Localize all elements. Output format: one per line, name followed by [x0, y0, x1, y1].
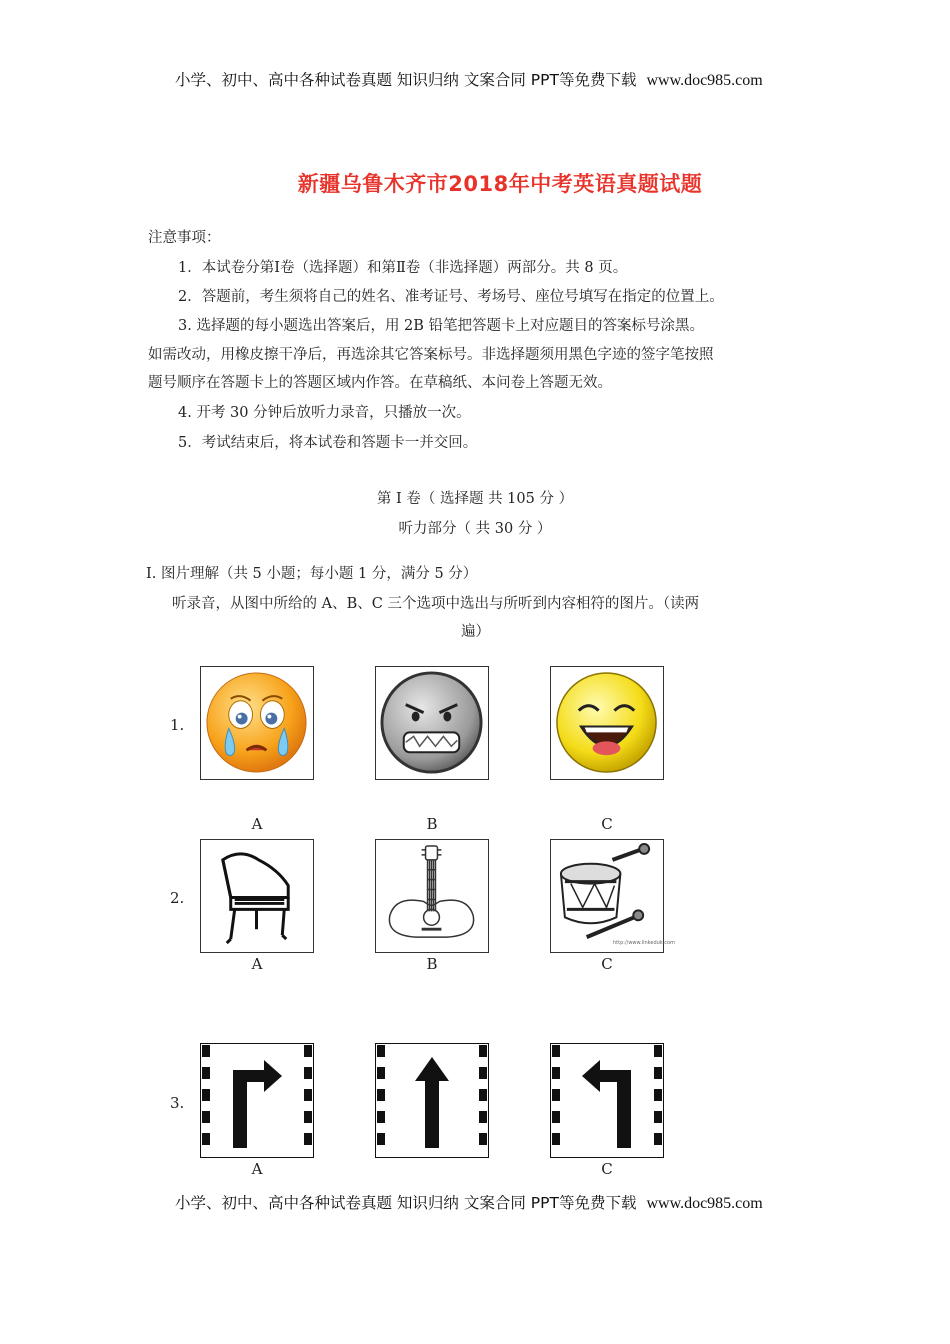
notice-item-4: 4. 开考 30 分钟后放听力录音，只播放一次。 [178, 405, 471, 421]
option-label: A [251, 1160, 263, 1178]
header-text: 小学、初中、高中各种试卷真题 知识归纳 文案合同 PPT等免费下载 [175, 71, 637, 89]
option-label: B [426, 815, 438, 833]
section-title: 第 Ⅰ 卷（ 选择题 共 105 分 ） [376, 491, 574, 507]
notice-item-3-cont-1: 如需改动，用橡皮擦干净后，再选涂其它答案标号。非选择题须用黑色字迹的签字笔按照 [148, 347, 714, 363]
option-label: C [601, 1160, 613, 1178]
question-number: 3. [170, 1094, 185, 1112]
drum-icon [551, 840, 662, 951]
question-number: 1. [170, 716, 185, 734]
option-label: A [251, 955, 263, 973]
option-image[interactable] [200, 1043, 314, 1158]
laughing-face-icon [551, 667, 662, 778]
piano-icon [201, 840, 312, 951]
option-image[interactable] [550, 1043, 664, 1158]
part-heading: Ⅰ. 图片理解（共 5 小题；每小题 1 分，满分 5 分） [146, 566, 478, 582]
footer-url: www.doc985.com [646, 1195, 763, 1212]
option-label: A [251, 815, 263, 833]
page-title: 新疆乌鲁木齐市2018年中考英语真题试题 [297, 172, 703, 196]
turn-left-sign-icon [550, 1043, 664, 1158]
option-image[interactable] [375, 666, 489, 780]
notice-heading: 注意事项： [148, 230, 221, 246]
page-footer [175, 1191, 763, 1213]
header-url: www.doc985.com [646, 72, 763, 89]
guitar-icon [376, 840, 487, 951]
notice-item-3-cont-2: 题号顺序在答题卡上的答题区域内作答。在草稿纸、本问卷上答题无效。 [148, 375, 612, 391]
image-caption: http://www.linkeduk.com [613, 940, 675, 946]
option-image[interactable] [200, 666, 314, 780]
option-image[interactable] [375, 1043, 489, 1158]
option-image[interactable] [200, 839, 314, 953]
notice-item-1: 1．本试卷分第Ⅰ卷（选择题）和第Ⅱ卷（非选择题）两部分。共 8 页。 [178, 260, 628, 276]
turn-right-sign-icon [200, 1043, 314, 1158]
option-label: C [601, 955, 613, 973]
option-image[interactable] [375, 839, 489, 953]
angry-face-icon [376, 667, 487, 778]
question-number: 2. [170, 889, 185, 907]
option-label: C [601, 815, 613, 833]
go-straight-sign-icon [375, 1043, 489, 1158]
section-subtitle: 听力部分（ 共 30 分 ） [398, 521, 552, 537]
part-instruction-cont: 遍） [461, 624, 490, 640]
notice-item-2: 2．答题前，考生须将自己的姓名、准考证号、考场号、座位号填写在指定的位置上。 [178, 289, 724, 305]
notice-item-3: 3. 选择题的每小题选出答案后，用 2B 铅笔把答题卡上对应题目的答案标号涂黑。 [178, 318, 705, 334]
part-instruction: 听录音，从图中所给的 A、B、C 三个选项中选出与所听到内容相符的图片。（读两 [172, 596, 700, 612]
notice-item-5: 5．考试结束后，将本试卷和答题卡一并交回。 [178, 435, 478, 451]
option-image[interactable] [550, 839, 675, 953]
crying-face-icon [201, 667, 312, 778]
option-image[interactable] [550, 666, 664, 780]
page-header [175, 68, 763, 90]
footer-text: 小学、初中、高中各种试卷真题 知识归纳 文案合同 PPT等免费下载 [175, 1194, 637, 1212]
option-label: B [426, 955, 438, 973]
